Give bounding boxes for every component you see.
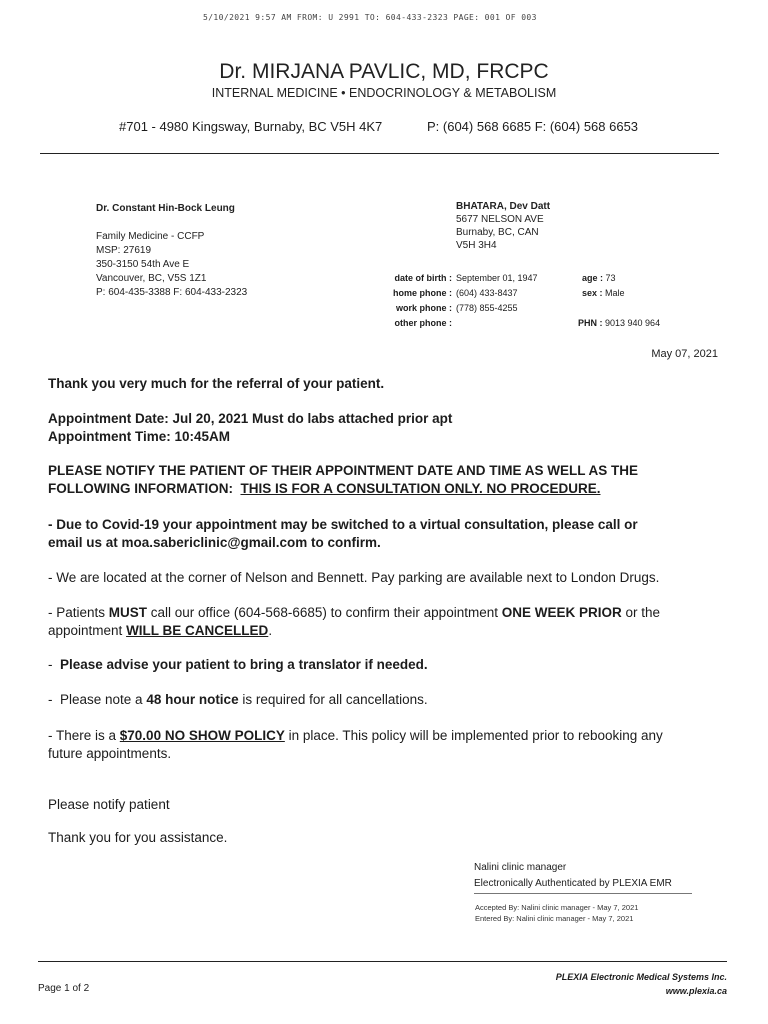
sex-label: sex : — [582, 288, 603, 298]
age-label: age : — [582, 273, 604, 283]
confirm-text-h: . — [268, 623, 273, 638]
authentication-line: Electronically Authenticated by PLEXIA EMR — [474, 878, 672, 889]
noshow-text-c: in place. This policy will be implemented prior to rebooking any — [284, 728, 663, 743]
confirm-text-c: call our office (604-568-6685) to confirm their appointment — [147, 605, 502, 620]
age-value: 73 — [605, 273, 616, 283]
fax-header: 5/10/2021 9:57 AM FROM: U 2991 TO: 604-433-2323 PAGE: 001 OF 003 — [203, 13, 537, 22]
patient-postal: V5H 3H4 — [456, 240, 497, 251]
location-note: - We are located at the corner of Nelson and Bennett. Pay parking are available next to London Drugs. — [48, 570, 660, 585]
home-phone-label: home phone : — [393, 288, 452, 298]
appointment-date: Appointment Date: Jul 20, 2021 Must do labs attached prior apt — [48, 411, 453, 426]
covid-line-2: email us at moa.sabericlinic@gmail.com to confirm. — [48, 535, 381, 550]
clinic-phones: P: (604) 568 6685 F: (604) 568 6653 — [427, 119, 639, 134]
covid-line-1: - Due to Covid-19 your appointment may be switched to a virtual consultation, please call or — [48, 517, 638, 532]
age — [582, 273, 616, 283]
translator-dash: - — [48, 657, 60, 672]
work-phone-value: (778) 855-4255 — [456, 303, 518, 313]
please-notify: Please notify patient — [48, 797, 170, 812]
dob-value: September 01, 1947 — [456, 273, 538, 283]
notify-line-2 — [48, 480, 601, 498]
confirm-text-a: - Patients — [48, 605, 109, 620]
phn — [578, 318, 660, 328]
company-name: PLEXIA Electronic Medical Systems Inc. — [555, 972, 727, 982]
doctor-name: Dr. MIRJANA PAVLIC, MD, FRCPC — [219, 60, 549, 83]
referrer-address2: Vancouver, BC, V5S 1Z1 — [96, 273, 207, 284]
no-show-line-1 — [48, 727, 663, 745]
notice-text-a: - Please note a — [48, 692, 147, 707]
patient-address1: 5677 NELSON AVE — [456, 214, 544, 225]
translator-note — [48, 656, 428, 674]
doctor-specialty: INTERNAL MEDICINE • ENDOCRINOLOGY & METABOLISM — [211, 86, 557, 100]
cancellation-notice — [48, 691, 428, 709]
confirm-text-f: appointment — [48, 623, 127, 638]
patient-address — [456, 213, 544, 252]
confirm-text-e: or the — [621, 605, 661, 620]
notice-text-c: is required for all cancellations. — [238, 692, 428, 707]
signature-divider — [474, 893, 692, 894]
footer-divider — [38, 961, 727, 962]
notify-label: FOLLOWING INFORMATION: — [48, 481, 241, 496]
header-divider — [40, 153, 719, 154]
dob-label: date of birth : — [394, 273, 452, 283]
no-show-line-2: future appointments. — [48, 746, 172, 761]
thanks-line: Thank you very much for the referral of your patient. — [48, 376, 385, 391]
home-phone-value: (604) 433-8437 — [456, 288, 518, 298]
patient-address2: Burnaby, BC, CAN — [456, 227, 539, 238]
consultation-only-notice: THIS IS FOR A CONSULTATION ONLY. NO PROCEDURE. — [240, 481, 601, 496]
no-show-policy-emphasis: $70.00 NO SHOW POLICY — [119, 728, 285, 743]
phn-label: PHN : — [578, 318, 603, 328]
clinic-address: #701 - 4980 Kingsway, Burnaby, BC V5H 4K7 — [119, 119, 383, 134]
other-phone-label: other phone : — [394, 318, 452, 328]
accepted-by: Accepted By: Nalini clinic manager - May 7, 2021 — [475, 903, 639, 912]
thank-you-line: Thank you for you assistance. — [48, 830, 228, 845]
work-phone-label: work phone : — [396, 303, 452, 313]
company-website: www.plexia.ca — [665, 986, 727, 996]
referrer-details — [96, 230, 247, 300]
48-hour-emphasis: 48 hour notice — [146, 692, 239, 707]
patient-name: BHATARA, Dev Datt — [456, 201, 551, 212]
confirm-line-2 — [48, 622, 272, 640]
referrer-specialty: Family Medicine - CCFP — [96, 231, 205, 242]
referrer-msp: MSP: 27619 — [96, 245, 152, 256]
one-week-prior-emphasis: ONE WEEK PRIOR — [501, 605, 622, 620]
referrer-phones: P: 604-435-3388 F: 604-433-2323 — [96, 287, 248, 298]
referrer-address1: 350-3150 54th Ave E — [96, 259, 190, 270]
sex — [582, 288, 625, 298]
confirm-line-1 — [48, 604, 660, 622]
page-number: Page 1 of 2 — [38, 983, 90, 994]
noshow-text-a: - There is a — [48, 728, 120, 743]
cancelled-emphasis: WILL BE CANCELLED — [126, 623, 269, 638]
footer-company — [556, 970, 727, 998]
must-emphasis: MUST — [108, 605, 148, 620]
entered-by: Entered By: Nalini clinic manager - May 7, 2021 — [475, 914, 634, 923]
phn-value: 9013 940 964 — [605, 318, 661, 328]
signer-name: Nalini clinic manager — [474, 862, 567, 873]
sex-value: Male — [605, 288, 625, 298]
appointment-time: Appointment Time: 10:45AM — [48, 429, 231, 444]
translator-text: Please advise your patient to bring a translator if needed. — [60, 657, 428, 672]
letter-date: May 07, 2021 — [651, 348, 718, 360]
referrer-name: Dr. Constant Hin-Bock Leung — [96, 203, 235, 214]
notify-line-1: PLEASE NOTIFY THE PATIENT OF THEIR APPOINTMENT DATE AND TIME AS WELL AS THE — [48, 463, 639, 478]
